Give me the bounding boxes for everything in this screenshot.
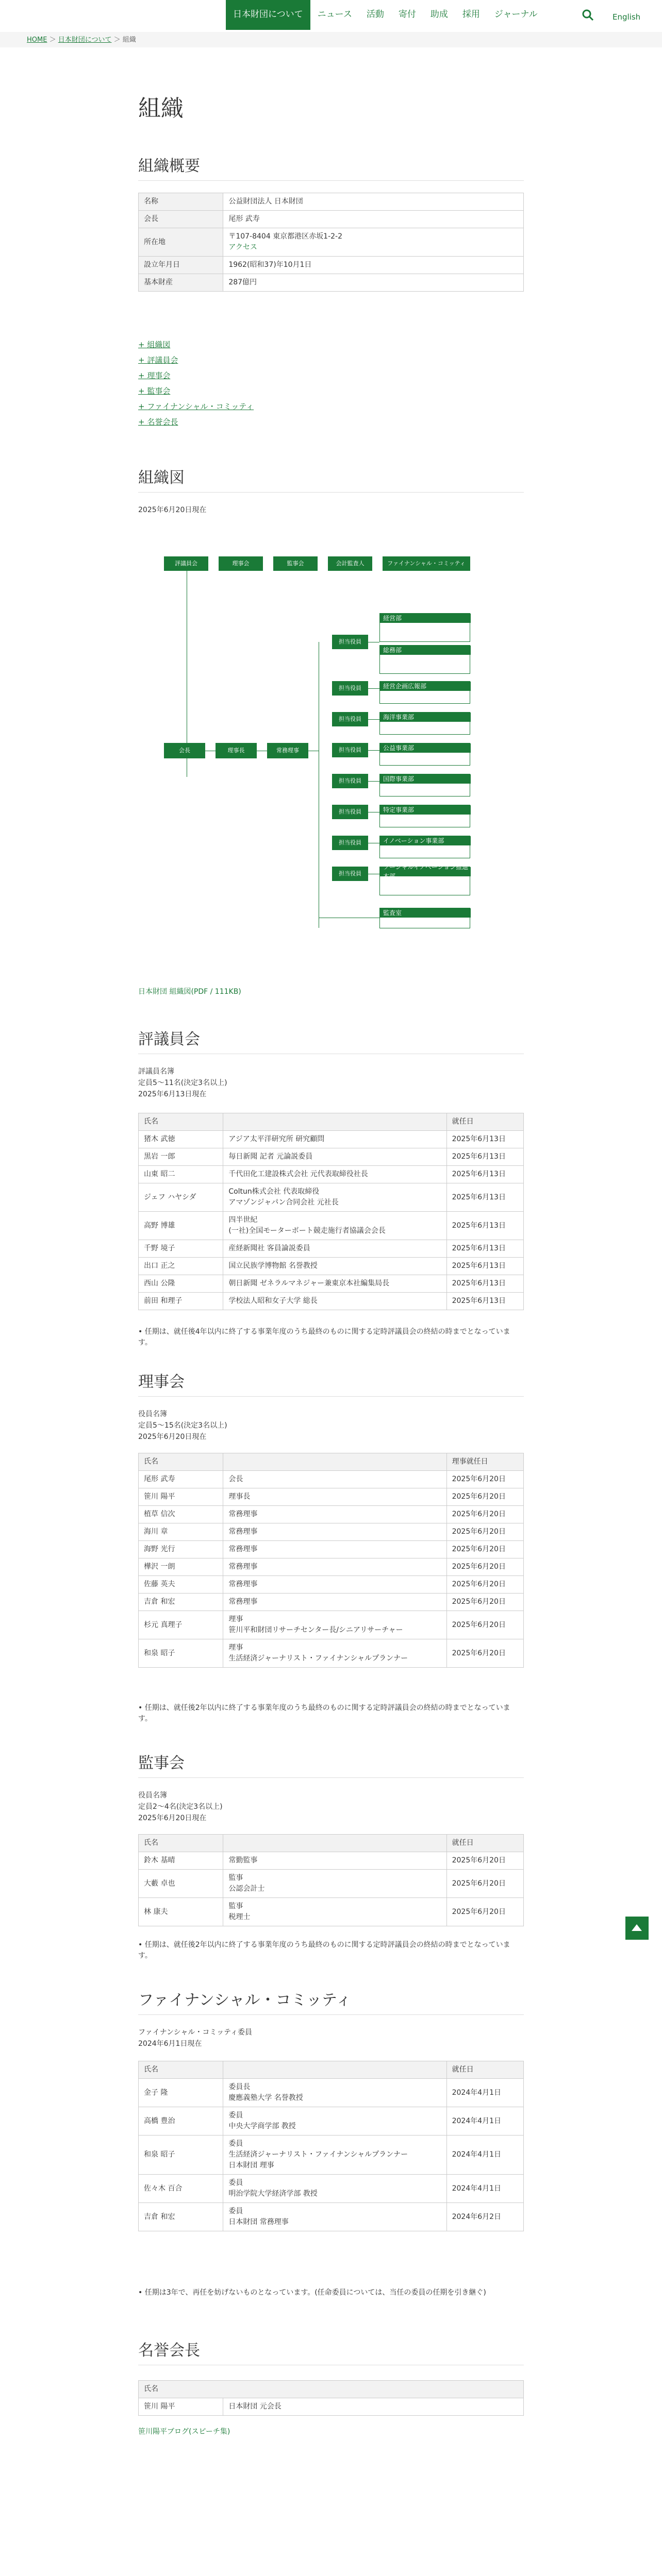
divider bbox=[138, 492, 524, 493]
table-row bbox=[139, 1488, 524, 1506]
councillors-date: 2025年6月13日現在 bbox=[138, 1090, 207, 1098]
cell-name: 鈴木 基晴 bbox=[139, 1852, 223, 1870]
table-row bbox=[139, 1611, 524, 1639]
cell-date: 2025年6月20日 bbox=[446, 1488, 523, 1506]
cell-name: 和泉 昭子 bbox=[139, 1639, 223, 1668]
cell-name: 尾形 武寿 bbox=[139, 1471, 223, 1488]
nav-recruit[interactable]: 採用 bbox=[462, 9, 480, 20]
org-officer: 担当役員 bbox=[332, 743, 368, 757]
cell-date: 2025年6月20日 bbox=[446, 1471, 523, 1488]
org-board: 理事会 bbox=[219, 556, 263, 571]
cell-name: 樺沢 一朗 bbox=[139, 1558, 223, 1576]
table-row bbox=[139, 1576, 524, 1594]
table-row bbox=[139, 1506, 524, 1523]
cell-role: 委員 中央大学商学部 教授 bbox=[223, 2107, 446, 2136]
cell-name: 前田 和理子 bbox=[139, 1293, 223, 1310]
cell-role: 理事長 bbox=[223, 1488, 446, 1506]
row-value: 1962(昭和37)年10月1日 bbox=[223, 257, 524, 274]
nav-about[interactable]: 日本財団について bbox=[226, 0, 310, 30]
board-quota: 定員5〜15名(決定3名以上) bbox=[138, 1421, 227, 1430]
org-executive: 常務理事 bbox=[267, 743, 308, 758]
row-key: 設立年月日 bbox=[139, 257, 223, 274]
cell-role: 常勤監事 bbox=[223, 1852, 446, 1870]
row-key: 会長 bbox=[139, 211, 223, 228]
cell-name: 杉元 真理子 bbox=[139, 1611, 223, 1639]
board-date: 2025年6月20日現在 bbox=[138, 1433, 207, 1441]
page-title: 組織 bbox=[138, 95, 184, 122]
org-accounting-auditor: 会計監査人 bbox=[328, 556, 372, 571]
table-row bbox=[139, 228, 524, 257]
cell-role: Coltun株式会社 代表取締役 アマゾンジャパン合同会社 元社長 bbox=[223, 1183, 446, 1212]
councillors-list-title: 評議員名簿 bbox=[138, 1067, 174, 1076]
row-key: 名称 bbox=[139, 193, 223, 211]
cell-role: 理事 笹川平和財団リサーチセンター長/シニアリサーチャー bbox=[223, 1611, 446, 1639]
table-row bbox=[139, 2136, 524, 2175]
cell-name: 金子 隆 bbox=[139, 2079, 223, 2107]
table-row bbox=[139, 1148, 524, 1166]
column-header bbox=[223, 1453, 446, 1471]
blog-link[interactable]: 笹川陽平ブログ(スピーチ集) bbox=[138, 2428, 230, 2436]
connector bbox=[368, 750, 379, 751]
table-row bbox=[139, 1898, 524, 1926]
cell-role: 常務理事 bbox=[223, 1506, 446, 1523]
breadcrumb-current: 組織 bbox=[122, 36, 136, 44]
dept-card: 監査室 bbox=[379, 908, 470, 928]
table-header-row bbox=[139, 2061, 524, 2079]
column-header: 理事就任日 bbox=[446, 1453, 523, 1471]
row-key: 所在地 bbox=[139, 228, 223, 257]
table-row bbox=[139, 1166, 524, 1183]
cell-name: 佐々木 百合 bbox=[139, 2175, 223, 2203]
overview-table bbox=[138, 193, 524, 292]
cell-role: 四半世紀 (一社)全国モーターボート競走施行者協議会会長 bbox=[223, 1212, 446, 1240]
table-header-row bbox=[139, 2381, 524, 2398]
councillors-note: • 任期は、就任後4年以内に終了する事業年度のうち最終のものに関する定時評議員会の終結の時までとなっています。 bbox=[138, 1328, 510, 1347]
cell-role: 学校法人昭和女子大学 総長 bbox=[223, 1293, 446, 1310]
cell-date: 2025年6月20日 bbox=[446, 1523, 523, 1541]
nav-grant[interactable]: 助成 bbox=[430, 9, 448, 20]
row-key: 基本財産 bbox=[139, 274, 223, 292]
cell-date: 2025年6月20日 bbox=[446, 1541, 523, 1558]
dept-card: ソーシャルイノベーション推進本部 bbox=[379, 867, 470, 895]
cell-role: 千代田化工建設株式会社 元代表取締役社長 bbox=[223, 1166, 446, 1183]
dept-card: 経営部 bbox=[379, 613, 470, 642]
cell-name: 林 康夫 bbox=[139, 1898, 223, 1926]
anchor-auditors[interactable]: + 監事会 bbox=[138, 386, 171, 396]
cell-name: 猪木 武徳 bbox=[139, 1131, 223, 1148]
table-header-row bbox=[139, 1835, 524, 1852]
cell-role: 常務理事 bbox=[223, 1523, 446, 1541]
cell-name: 千野 境子 bbox=[139, 1240, 223, 1258]
org-finance-committee: ファイナンシャル・コミッティ bbox=[383, 556, 470, 571]
divider bbox=[138, 180, 524, 181]
cell-date: 2025年6月20日 bbox=[446, 1870, 523, 1898]
cell-date: 2024年4月1日 bbox=[446, 2079, 523, 2107]
breadcrumb: HOME ＞ 日本財団について ＞ 組織 bbox=[27, 36, 136, 44]
orgchart-pdf-link[interactable]: 日本財団 組織図(PDF / 111KB) bbox=[138, 988, 241, 996]
address-text: 〒107-8404 東京都港区赤坂1-2-2 bbox=[228, 232, 343, 241]
finance-list-title: ファイナンシャル・コミッティ委員 bbox=[138, 2028, 252, 2037]
finance-date: 2024年6月1日現在 bbox=[138, 2040, 202, 2048]
back-to-top-button[interactable] bbox=[625, 1917, 649, 1940]
cell-date: 2025年6月13日 bbox=[446, 1131, 523, 1148]
table-row bbox=[139, 1240, 524, 1258]
cell-name: 吉倉 和宏 bbox=[139, 2203, 223, 2231]
cell-name: ジェフ ハヤシダ bbox=[139, 1183, 223, 1212]
table-row bbox=[139, 1594, 524, 1611]
table-row bbox=[139, 1639, 524, 1668]
table-row bbox=[139, 1258, 524, 1275]
cell-role: 常務理事 bbox=[223, 1594, 446, 1611]
table-row bbox=[139, 2107, 524, 2136]
cell-date: 2025年6月20日 bbox=[446, 1639, 523, 1668]
cell-role: 常務理事 bbox=[223, 1558, 446, 1576]
nav-news[interactable]: ニュース bbox=[317, 9, 352, 20]
column-header bbox=[223, 2061, 446, 2079]
column-header: 就任日 bbox=[446, 1835, 523, 1852]
divider bbox=[138, 2014, 524, 2015]
cell-date: 2025年6月13日 bbox=[446, 1183, 523, 1212]
table-row bbox=[139, 2203, 524, 2231]
cell-role: 常務理事 bbox=[223, 1576, 446, 1594]
honorary-table bbox=[138, 2380, 524, 2416]
honorary-heading: 名誉会長 bbox=[138, 2342, 200, 2360]
org-chairman: 会長 bbox=[164, 743, 205, 758]
breadcrumb-about[interactable]: 日本財団について bbox=[58, 36, 112, 44]
cell-role: 監事 税理士 bbox=[223, 1898, 446, 1926]
site-header bbox=[0, 0, 662, 30]
table-row bbox=[139, 1293, 524, 1310]
table-row bbox=[139, 1523, 524, 1541]
cell-name: 西山 公隆 bbox=[139, 1275, 223, 1293]
row-value: 尾形 武寿 bbox=[223, 211, 524, 228]
breadcrumb-home[interactable]: HOME bbox=[27, 36, 47, 44]
org-president: 理事長 bbox=[216, 743, 257, 758]
org-auditors: 監事会 bbox=[273, 556, 318, 571]
councillors-quota: 定員5〜11名(決定3名以上) bbox=[138, 1079, 227, 1087]
cell-name: 植草 信次 bbox=[139, 1506, 223, 1523]
column-header: 氏名 bbox=[139, 1453, 223, 1471]
auditors-note: • 任期は、就任後2年以内に終了する事業年度のうち最終のものに関する定時評議員会の終結の時までとなっています。 bbox=[138, 1941, 510, 1960]
org-officer: 担当役員 bbox=[332, 712, 368, 726]
connector bbox=[368, 781, 379, 782]
anchor-orgchart[interactable]: + 組織図 bbox=[138, 340, 171, 349]
cell-date: 2025年6月13日 bbox=[446, 1240, 523, 1258]
cell-role: 委員 明治学院大学経済学部 教授 bbox=[223, 2175, 446, 2203]
board-list-title: 役員名簿 bbox=[138, 1410, 167, 1418]
cell-role: 常務理事 bbox=[223, 1541, 446, 1558]
connector bbox=[368, 719, 379, 720]
finance-table bbox=[138, 2061, 524, 2231]
global-nav bbox=[226, 0, 545, 30]
board-note: • 任期は、就任後2年以内に終了する事業年度のうち最終のものに関する定時評議員会の終結の時までとなっています。 bbox=[138, 1704, 510, 1723]
table-row bbox=[139, 1558, 524, 1576]
table-row bbox=[139, 1212, 524, 1240]
org-officer: 担当役員 bbox=[332, 635, 368, 649]
dept-card: 公益事業部 bbox=[379, 743, 470, 766]
auditors-quota: 定員2〜4名(決定3名以上) bbox=[138, 1803, 223, 1811]
connector bbox=[368, 688, 379, 689]
column-header: 就任日 bbox=[446, 2061, 523, 2079]
cell-date: 2025年6月20日 bbox=[446, 1506, 523, 1523]
arrow-up-icon bbox=[625, 1917, 649, 1940]
orgchart-date: 2025年6月20日現在 bbox=[138, 506, 207, 514]
table-row bbox=[139, 257, 524, 274]
col-name: 氏名 bbox=[139, 2381, 524, 2398]
dept-card: 国際事業部 bbox=[379, 774, 470, 796]
councillors-table bbox=[138, 1113, 524, 1310]
cell-name: 山東 昭二 bbox=[139, 1166, 223, 1183]
table-row bbox=[139, 2079, 524, 2107]
dept-card: 総務部 bbox=[379, 645, 470, 674]
cell-date: 2025年6月13日 bbox=[446, 1148, 523, 1166]
table-row bbox=[139, 2175, 524, 2203]
table-row bbox=[139, 1541, 524, 1558]
cell-date: 2025年6月20日 bbox=[446, 1611, 523, 1639]
dept-card: 海洋事業部 bbox=[379, 712, 470, 735]
column-header: 就任日 bbox=[446, 1113, 523, 1131]
cell-name: 大藪 卓也 bbox=[139, 1870, 223, 1898]
table-row bbox=[139, 274, 524, 292]
nav-donate[interactable]: 寄付 bbox=[398, 9, 416, 20]
row-value: 287億円 bbox=[223, 274, 524, 292]
finance-note: • 任期は3年で、再任を妨げないものとなっています。(任命委員については、当任の委員の任期を引き継ぐ) bbox=[138, 2289, 486, 2297]
cell-name: 黒岩 一郎 bbox=[139, 1148, 223, 1166]
divider bbox=[138, 1777, 524, 1778]
table-row bbox=[139, 193, 524, 211]
language-switch[interactable]: English bbox=[613, 12, 641, 22]
cell-role: アジア太平洋研究所 研究顧問 bbox=[223, 1131, 446, 1148]
anchor-list bbox=[138, 339, 254, 432]
access-link[interactable]: アクセス bbox=[228, 243, 257, 251]
site-logo[interactable] bbox=[23, 5, 85, 25]
anchor-finance[interactable]: + ファイナンシャル・コミッティ bbox=[138, 402, 254, 411]
auditors-date: 2025年6月20日現在 bbox=[138, 1814, 207, 1822]
cell-role: 産経新聞社 客員論説委員 bbox=[223, 1240, 446, 1258]
cell-date: 2024年4月1日 bbox=[446, 2107, 523, 2136]
cell-name: 佐藤 英夫 bbox=[139, 1576, 223, 1594]
table-row bbox=[139, 1131, 524, 1148]
cell-date: 2025年6月20日 bbox=[446, 1576, 523, 1594]
table-row bbox=[139, 211, 524, 228]
cell-role: 理事 生活経済ジャーナリスト・ファイナンシャルプランナー bbox=[223, 1639, 446, 1668]
cell-date: 2025年6月13日 bbox=[446, 1275, 523, 1293]
dept-card: イノベーション事業部 bbox=[379, 836, 470, 858]
cell-name: 出口 正之 bbox=[139, 1258, 223, 1275]
row-value-address bbox=[223, 228, 524, 257]
table-header-row bbox=[139, 1453, 524, 1471]
cell-role: 監事 公認会計士 bbox=[223, 1870, 446, 1898]
cell-date: 2025年6月20日 bbox=[446, 1898, 523, 1926]
table-header-row bbox=[139, 1113, 524, 1131]
board-heading: 理事会 bbox=[138, 1373, 185, 1391]
cell-name: 海川 章 bbox=[139, 1523, 223, 1541]
cell-date: 2025年6月13日 bbox=[446, 1258, 523, 1275]
org-officer: 担当役員 bbox=[332, 681, 368, 696]
org-officer: 担当役員 bbox=[332, 774, 368, 788]
cell-role: 国立民族学博物館 名誉教授 bbox=[223, 1258, 446, 1275]
org-officer: 担当役員 bbox=[332, 836, 368, 850]
cell-name: 笹川 陽平 bbox=[139, 1488, 223, 1506]
table-row bbox=[139, 1471, 524, 1488]
cell-name: 高野 博雄 bbox=[139, 1212, 223, 1240]
cell-date: 2025年6月20日 bbox=[446, 1594, 523, 1611]
column-header: 氏名 bbox=[139, 2061, 223, 2079]
cell-name: 笹川 陽平 bbox=[139, 2398, 223, 2416]
column-header: 氏名 bbox=[139, 1835, 223, 1852]
finance-heading: ファイナンシャル・コミッティ bbox=[138, 1991, 352, 2009]
anchor-councillors[interactable]: + 評議員会 bbox=[138, 355, 178, 365]
table-row bbox=[139, 1275, 524, 1293]
cell-date: 2024年4月1日 bbox=[446, 2175, 523, 2203]
search-icon[interactable] bbox=[582, 9, 594, 21]
anchor-honorary[interactable]: + 名誉会長 bbox=[138, 417, 178, 427]
nav-activity[interactable]: 活動 bbox=[366, 9, 384, 20]
cell-role: 毎日新聞 記者 元論説委員 bbox=[223, 1148, 446, 1166]
divider bbox=[138, 1396, 524, 1397]
table-row bbox=[139, 1852, 524, 1870]
table-row bbox=[139, 2398, 524, 2416]
cell-date: 2025年6月13日 bbox=[446, 1293, 523, 1310]
column-header: 氏名 bbox=[139, 1113, 223, 1131]
cell-name: 和泉 昭子 bbox=[139, 2136, 223, 2175]
orgchart-heading: 組織図 bbox=[138, 469, 185, 487]
cell-role: 委員 生活経済ジャーナリスト・ファイナンシャルプランナー 日本財団 理事 bbox=[223, 2136, 446, 2175]
org-councillors: 評議員会 bbox=[164, 556, 208, 571]
cell-date: 2025年6月20日 bbox=[446, 1852, 523, 1870]
cell-role: 朝日新聞 ゼネラルマネジャー兼東京本社編集局長 bbox=[223, 1275, 446, 1293]
dept-card: 特定事業部 bbox=[379, 805, 470, 827]
cell-date: 2024年6月2日 bbox=[446, 2203, 523, 2231]
councillors-heading: 評議員会 bbox=[138, 1030, 200, 1048]
auditors-heading: 監事会 bbox=[138, 1754, 185, 1772]
org-chart bbox=[138, 546, 524, 974]
board-table bbox=[138, 1453, 524, 1668]
nav-journal[interactable]: ジャーナル bbox=[494, 9, 538, 20]
anchor-board[interactable]: + 理事会 bbox=[138, 371, 171, 380]
auditors-list-title: 役員名簿 bbox=[138, 1791, 167, 1800]
overview-heading: 組織概要 bbox=[138, 157, 200, 175]
cell-name: 海野 光行 bbox=[139, 1541, 223, 1558]
row-value: 公益財団法人 日本財団 bbox=[223, 193, 524, 211]
org-officer: 担当役員 bbox=[332, 805, 368, 819]
cell-date: 2025年6月13日 bbox=[446, 1166, 523, 1183]
cell-role: 日本財団 元会長 bbox=[223, 2398, 524, 2416]
dept-card: 経営企画広報部 bbox=[379, 681, 470, 704]
cell-date: 2025年6月20日 bbox=[446, 1558, 523, 1576]
cell-role: 委員長 慶應義塾大学 名誉教授 bbox=[223, 2079, 446, 2107]
column-header bbox=[223, 1113, 446, 1131]
cell-date: 2025年6月13日 bbox=[446, 1212, 523, 1240]
cell-name: 高橋 豊治 bbox=[139, 2107, 223, 2136]
org-officer: 担当役員 bbox=[332, 867, 368, 881]
auditors-table bbox=[138, 1834, 524, 1926]
table-row bbox=[139, 1183, 524, 1212]
column-header bbox=[223, 1835, 446, 1852]
cell-role: 会長 bbox=[223, 1471, 446, 1488]
table-row bbox=[139, 1870, 524, 1898]
cell-role: 委員 日本財団 常務理事 bbox=[223, 2203, 446, 2231]
cell-date: 2024年4月1日 bbox=[446, 2136, 523, 2175]
cell-name: 吉倉 和宏 bbox=[139, 1594, 223, 1611]
